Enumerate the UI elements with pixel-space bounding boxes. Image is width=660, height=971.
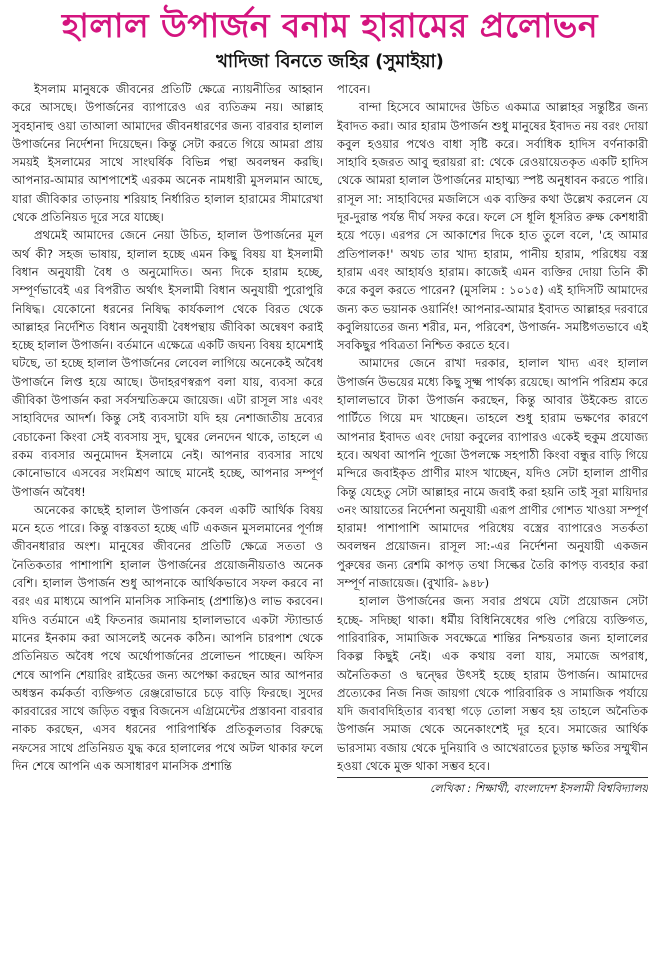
paragraph: পাবেন। bbox=[337, 82, 371, 96]
paragraph: হালাল উপার্জনের জন্য সবার প্রথমে যেটা প্রয়োজন সেটা হচ্ছে- সদিচ্ছা থাকা। ধর্মীয় বিধিনিষেধের গণ্ডি পেরিয়ে ব্যক্তিগত, পারিবারিক, সামাজিক সবক্ষেত্রে শান্তির নিশ্চয়তার জন্য হালালের বিকল্প কিছুই নেই। এক কথায় বলা যায়, সমাজে অপরাধ, অনৈতিকতা ও দ্বন্দ্বের উৎসই হচ্ছে হারাম উপার্জন। আমাদের প্রত্যেকের নিজ নিজ জায়গা থেকে পারিবারিক ও সামাজিক পর্যায়ে যদি জবাবদিহিতার ব্যবস্থা গড়ে তোলা সম্ভব হয় তাহলে অনৈতিক উপার্জন সমাজ থেকে অনেকাংশেই দূর হবে। সমাজের আর্থিক ভারসাম্য বজায় থেকে দুনিয়াবি ও আখেরাতের চূড়ান্ত ক্ষতির সম্মুখীন হওয়া থেকে মুক্ত থাকা সম্ভব হবে। bbox=[337, 594, 648, 773]
article-headline: হালাল উপার্জন বনাম হারামের প্রলোভন bbox=[61, 6, 599, 45]
left-column bbox=[12, 80, 323, 912]
paragraph: আমাদের জেনে রাখা দরকার, হালাল খাদ্য এবং হালাল উপার্জন উভয়ের মধ্যে কিছু সূক্ষ্ম পার্থক্য রয়েছে। আপনি পরিশ্রম করে হালালভাবে টাকা উপার্জন করছেন, কিন্তু আবার উইকেন্ড রাতে পার্টিতে গিয়ে মদ খাচ্ছেন। তাহলে শুধু হারাম ভক্ষণের কারণে আপনার ইবাদত এবং দোয়া কবুলের ব্যাপারও একেই হুকুম প্রযোজ্য হবে। অথবা আপনি পূজো উপলক্ষে সহপাঠী কিংবা বন্ধুর বাড়ি গিয়ে মন্দিরে জবাইকৃত প্রাণীর মাংস খাচ্ছেন, যদিও সেটা হালাল প্রাণীর কিন্তু যেহেতু সেটা আল্লাহর নামে জবাই করা হয়নি তাই সূরা মায়িদার ৩নং আয়াতের নির্দেশনা অনুযায়ী এরূপ প্রাণীর গোশত খাওয়া সম্পূর্ণ হারাম! পাশাপাশি আমাদের পরিধেয় বস্ত্রের ব্যাপারেও সতর্কতা অবলম্বন প্রয়োজন। রাসূল সা:-এর নির্দেশনা অনুযায়ী একজন পুরুষের জন্য রেশমি কাপড় তথা সিল্কের তৈরি কাপড় ব্যবহার করা সম্পূর্ণ নাজায়েজ। (বুখারি- ৯৪৮) bbox=[337, 356, 648, 591]
article-body bbox=[12, 80, 648, 912]
paragraph: বান্দা হিসেবে আমাদের উচিত একমাত্র আল্লাহর সন্তুষ্টির জন্য ইবাদত করা। আর হারাম উপার্জন শুধু মানুষের ইবাদত নয় বরং দোয়া কবুল হওয়ার পথেও বাধা সৃষ্টি করে। সর্বাধিক হাদিস বর্ণনাকারী সাহাবি হজরত আবু হুরায়রা রা: থেকে রেওয়ায়েতকৃত একটি হাদিস থেকে আমরা হালাল উপার্জনের মাহাত্ম্য স্পষ্ট অনুধাবন করতে পারি। রাসূল সা: সাহাবিদের মজলিসে এক ব্যক্তির কথা উল্লেখ করলেন যে দূর-দুরান্ত পর্যন্ত দীর্ঘ সফর করে। ফলে সে ধূলি ধূসরিত রুক্ষ কেশধারী হয়ে পড়ে। এরপর সে আকাশের দিকে হাত তুলে বলে, 'হে আমার প্রতিপালক!' অথচ তার খাদ্য হারাম, পানীয় হারাম, পরিধেয় বস্ত্র হারাম এবং আহার্যও হারাম। কাজেই এমন ব্যক্তির দোয়া তিনি কী করে কবুল করতে পারেন? (মুসলিম : ১০১৫) এই হাদিসটি আমাদের জন্য কত ভয়ানক ওয়ার্নিং! আপনার-আমার ইবাদত আল্লাহর দরবারে কবুলিয়াতের জন্য শরীর, মন, পরিবেশ, উপার্জন- সমষ্টিগতভাবে এই সবকিছুর পবিত্রতা নিশ্চিত করতে হবে। bbox=[337, 100, 648, 353]
paragraph: ইসলাম মানুষকে জীবনের প্রতিটি ক্ষেত্রে ন্যায়নীতির আহ্বান করে আসছে। উপার্জনের ব্যাপারেও এর ব্যতিক্রম নয়। আল্লাহ সুবহানাহু ওয়া তাআলা আমাদের জীবনধারণের জন্য বারবার হালাল উপার্জনের নির্দেশনা দিয়েছেন। কিন্তু সেটা করতে গিয়ে আমরা প্রায় সময়ই ইসলামের সাথে সাংঘর্ষিক বিভিন্ন পন্থা অবলম্বন করছি। আপনার-আমার আশপাশেই এরকম অনেক নামধারী মুসলমান আছে, যারা জীবিকার তাড়নায় শরিয়াহ নির্ধারিত হালাল হারামের সীমারেখা থেকে প্রতিনিয়ত দূরে সরে যাচ্ছে। bbox=[12, 82, 323, 225]
paragraph: অনেকের কাছেই হালাল উপার্জন কেবল একটি আর্থিক বিষয় মনে হতে পারে। কিন্তু বাস্তবতা হচ্ছে এটি একজন মুসলমানের পূর্ণাঙ্গ জীবনধারার অংশ। মানুষের জীবনের প্রতিটি ক্ষেত্রে সততা ও নৈতিকতার পাশাপাশি হালাল উপার্জনের প্রয়োজনীয়তাও অনেক বেশি। হালাল উপার্জন শুধু আপনাকে আর্থিকভাবে সফল করবে না বরং এর মাধ্যমে আপনি মানসিক সাকিনাহ (প্রশান্তি)ও লাভ করবেন। যদিও বর্তমানে এই ফিতনার জমানায় হালালভাবে একটা স্ট্যান্ডার্ড মানের ইনকাম করা আসলেই অনেক কঠিন। আপনি চারপাশ থেকে প্রতিনিয়ত অবৈধ পথে অর্থোপার্জনের প্রলোভন পাচ্ছেন। অফিস শেষে আপনি শেয়ারিং রাইডের জন্য অপেক্ষা করছেন আর আপনার অধস্তন কর্মকর্তা ব্যক্তিগত রেঞ্জরোভারে চড়ে বাড়ি ফিরছে। সুদের কারবারের সাথে জড়িত বন্ধুর বিজনেস এগ্রিমেন্টের প্রস্তাবনা বারবার নাকচ করছেন, এসব ধরনের পারিপার্শ্বিক প্রতিকূলতার বিরুদ্ধে নফসের সাথে প্রতিনিয়ত যুদ্ধ করে হালালের পথে অটল থাকার ফলে দিন শেষে আপনি এক অসাধারণ মানসিক প্রশান্তি bbox=[12, 502, 323, 773]
article-byline: খাদিজা বিনতে জহির (সুমাইয়া) bbox=[216, 51, 444, 72]
paragraph: প্রথমেই আমাদের জেনে নেয়া উচিত, হালাল উপার্জনের মূল অর্থ কী? সহজ ভাষায়, হালাল হচ্ছে এমন কিছু বিষয় যা ইসলামী বিধান অনুযায়ী বৈধ ও অনুমোদিত। অন্য দিকে হারাম হচ্ছে, সম্পূর্ণভাবেই এর বিপরীত অর্থাৎ ইসলামী বিধান অনুযায়ী পুরোপুরি নিষিদ্ধ। যেকোনো ধরনের নিষিদ্ধ কার্যকলাপ থেকে বিরত থেকে আল্লাহর নির্দেশিত বিধান অনুযায়ী বৈধপন্থায় জীবিকা অন্বেষণ করাই হচ্ছে হালাল উপার্জন। বর্তমানে এক্ষেত্রে একটি জঘন্য বিষয় হামেশাই ঘটছে, তা হচ্ছে হালাল উপার্জনের লেবেল লাগিয়ে অনেকেই অবৈধ উপার্জনে লিপ্ত হয়ে আছে। উদাহরণস্বরূপ বলা যায়, ব্যবসা করে জীবিকা উপার্জন করা সর্বসম্মতিক্রমে জায়েজ। এটা রাসূল সাঃ এবং সাহাবিদের আদর্শ। কিন্তু সেই ব্যবসাটা যদি হয় নেশাজাতীয় দ্রব্যের বেচাকেনা কিংবা সেই ব্যবসায় সুদ, ঘুষের লেনদেন থাকে, তাহলে এ রকম ব্যবসার অনুমোদন ইসলামে নেই। আপনার ব্যবসার সাথে কোনোভাবে এসবের সংমিশ্রণ আছে মানেই হচ্ছে, আপনার সম্পূর্ণ উপার্জন অবৈধ! bbox=[12, 228, 323, 499]
right-column bbox=[337, 80, 648, 912]
author-note: লেখিকা : শিক্ষার্থী, বাংলাদেশ ইসলামী বিশ্ববিদ্যালয় bbox=[337, 777, 648, 797]
